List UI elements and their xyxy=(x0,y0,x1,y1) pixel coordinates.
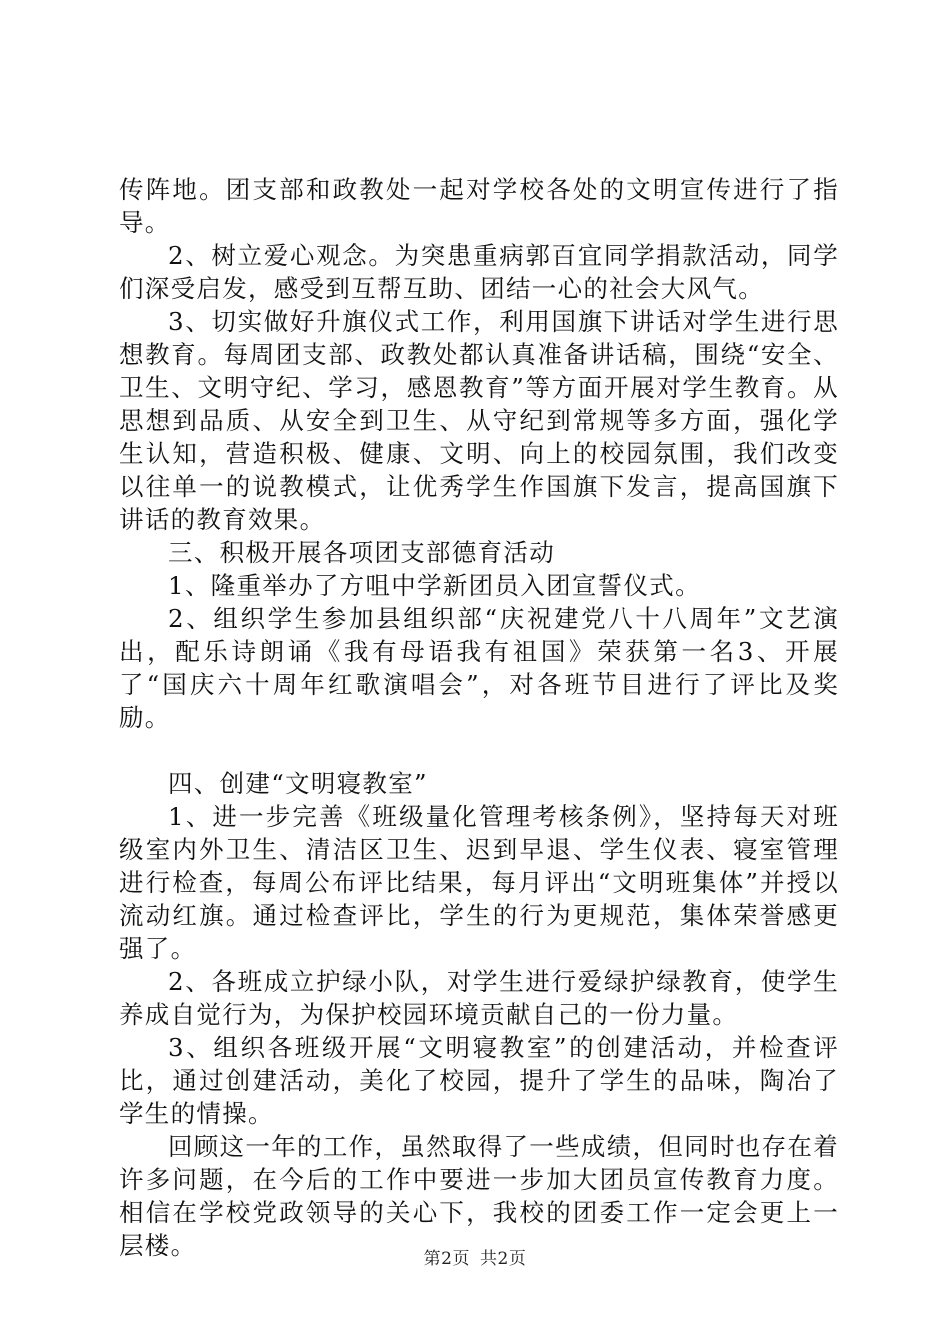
page-footer xyxy=(0,1244,950,1269)
section-heading-4: 四、创建“文明寝教室” xyxy=(168,769,428,798)
paragraph-item-2-performance: 2、组织学生参加县组织部“庆祝建党八十八周年”文艺演出，配乐诗朗诵《我有母语我有祖国》荣获第一名3、开展了“国庆六十周年红歌演唱会”，对各班节目进行了评比及奖励。 xyxy=(119,604,839,732)
section-heading-3: 三、积极开展各项团支部德育活动 xyxy=(168,538,555,567)
page-number-current: 第2页 xyxy=(423,1249,470,1269)
paragraph-item-3-flag-ceremony: 3、切实做好升旗仪式工作，利用国旗下讲话对学生进行思想教育。每周团支部、政教处都认真准备讲话稿，围绕“安全、卫生、文明守纪、学习，感恩教育”等方面开展对学生教育。从思想到品质、从安全到卫生、从守纪到常规等多方面，强化学生认知，营造积极、健康、文明、向上的校园氛围，我们改变以往单一的说教模式，让优秀学生作国旗下发言，提高国旗下讲话的教育效果。 xyxy=(119,307,839,534)
paragraph-item-2-love: 2、树立爱心观念。为突患重病郭百宜同学捐款活动，同学们深受启发，感受到互帮互助、团结一心的社会大风气。 xyxy=(119,241,839,303)
paragraph-item-1-oath: 1、隆重举办了方咀中学新团员入团宣誓仪式。 xyxy=(168,571,701,600)
paragraph-item-1-regulations: 1、进一步完善《班级量化管理考核条例》，坚持每天对班级室内外卫生、清洁区卫生、迟到早退、学生仪表、寝室管理进行检查，每周公布评比结果，每月评出“文明班集体”并授以流动红旗。通过检查评比，学生的行为更规范，集体荣誉感更强了。 xyxy=(119,802,839,963)
paragraph-item-2-green-team: 2、各班成立护绿小队，对学生进行爱绿护绿教育，使学生养成自觉行为，为保护校园环境贡献自己的一份力量。 xyxy=(119,967,839,1029)
paragraph-item-3-civilized-dorm: 3、组织各班级开展“文明寝教室”的创建活动，并检查评比，通过创建活动，美化了校园，提升了学生的品味，陶冶了学生的情操。 xyxy=(119,1033,839,1128)
page-number-total: 共2页 xyxy=(480,1249,527,1269)
paragraph-conclusion: 回顾这一年的工作，虽然取得了一些成绩，但同时也存在着许多问题，在今后的工作中要进一步加大团员宣传教育力度。相信在学校党政领导的关心下，我校的团委工作一定会更上一层楼。 xyxy=(119,1132,839,1260)
document-body xyxy=(119,173,839,1262)
blank-line xyxy=(119,734,839,767)
paragraph-continued: 传阵地。团支部和政教处一起对学校各处的文明宣传进行了指导。 xyxy=(119,175,839,237)
